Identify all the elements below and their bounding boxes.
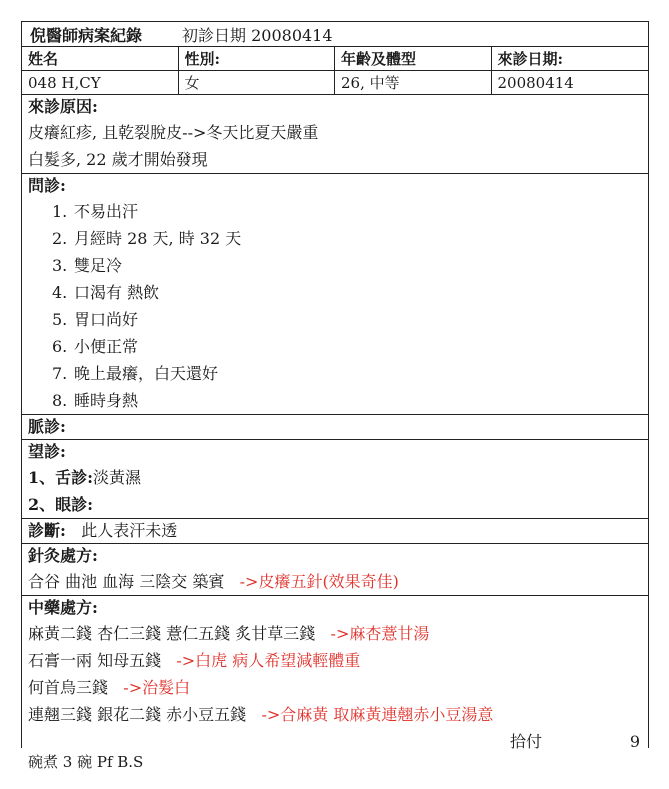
eye-line	[22, 491, 648, 518]
herbal-note: ->治髮白	[123, 678, 191, 697]
herbal-line	[22, 647, 648, 674]
diagnosis-label: 診斷:	[28, 521, 66, 540]
item-number: 7.	[52, 364, 68, 383]
payment-line	[22, 728, 648, 755]
tongue-value: 淡黃濕	[93, 468, 142, 487]
inquiry-item	[22, 333, 648, 360]
item-number: 4.	[52, 283, 68, 302]
inquiry-list	[22, 198, 648, 414]
medical-record-form	[21, 21, 649, 771]
herbs: 何首烏三錢	[28, 678, 109, 697]
pulse-label: 脈診:	[28, 417, 66, 436]
herbal-note: ->合麻黃 取麻黃連翹赤小豆湯意	[261, 705, 494, 724]
herbal-line	[22, 701, 648, 728]
first-visit-date: 初診日期 20080414	[182, 25, 333, 45]
inquiry-item	[22, 360, 648, 387]
inquiry-item	[22, 198, 648, 225]
visit-date-label: 來診日期:	[497, 50, 564, 68]
herbal-note: ->白虎 病人希望減輕體重	[176, 651, 361, 670]
item-text: 雙足冷	[74, 256, 123, 275]
age-body-value: 26, 中等	[335, 71, 492, 94]
acupuncture-note: ->皮癢五針(效果奇佳)	[239, 572, 399, 591]
sex-value: 女	[179, 71, 336, 94]
record-title: 倪醫師病案紀錄	[30, 25, 143, 45]
sex-label: 性別:	[179, 47, 336, 70]
reason-line-1: 皮癢紅疹, 且乾裂脫皮-->冬天比夏天嚴重	[28, 123, 319, 142]
item-number: 6.	[52, 337, 68, 356]
name-value: 048 H,CY	[22, 71, 179, 94]
item-text: 胃口尚好	[74, 310, 139, 329]
herbal-section	[22, 596, 648, 769]
age-body-label: 年齡及體型	[335, 47, 492, 70]
info-value-row	[22, 71, 648, 95]
item-text: 睡時身熱	[74, 391, 139, 410]
reason-label: 來診原因:	[28, 97, 98, 116]
inquiry-item	[22, 306, 648, 333]
pay-label: 拾付	[510, 732, 543, 751]
herbs: 連翹三錢 銀花二錢 赤小豆五錢	[28, 705, 247, 724]
inquiry-section	[22, 174, 648, 415]
acupuncture-line	[22, 568, 648, 595]
inquiry-item	[22, 279, 648, 306]
cut-off-line: 碗煮 3 碗 Pf B.S	[28, 753, 144, 771]
reason-section	[22, 95, 648, 174]
inquiry-label: 問診:	[28, 176, 66, 195]
item-text: 晚上最癢，白天還好	[74, 364, 219, 383]
observation-section	[22, 440, 648, 519]
reason-line-2: 白髮多, 22 歲才開始發現	[28, 150, 208, 169]
diagnosis-section	[22, 519, 648, 544]
herbal-label: 中藥處方:	[28, 598, 98, 617]
item-text: 不易出汗	[74, 202, 139, 221]
herbs: 麻黃二錢 杏仁三錢 薏仁五錢 炙甘草三錢	[28, 624, 316, 643]
observation-label: 望診:	[28, 442, 66, 461]
inquiry-item	[22, 252, 648, 279]
name-label: 姓名	[22, 47, 179, 70]
herbal-line	[22, 620, 648, 647]
item-text: 口渴有 熱飲	[74, 283, 160, 302]
diagnosis-value: 此人表汗未透	[81, 521, 178, 540]
pulse-section	[22, 415, 648, 440]
acupuncture-section	[22, 544, 648, 596]
item-number: 5.	[52, 310, 68, 329]
acupoints: 合谷 曲池 血海 三陰交 築賓	[28, 572, 225, 591]
acupuncture-label: 針灸處方:	[28, 546, 98, 565]
visit-date-value: 20080414	[497, 73, 574, 92]
eye-label: 2、眼診:	[28, 495, 94, 514]
inquiry-item	[22, 225, 648, 252]
herbal-note: ->麻杏薏甘湯	[330, 624, 430, 643]
item-number: 3.	[52, 256, 68, 275]
tongue-line	[22, 464, 648, 491]
inquiry-item	[22, 387, 648, 414]
info-label-row	[22, 47, 648, 71]
herbs: 石膏一兩 知母五錢	[28, 651, 162, 670]
item-text: 小便正常	[74, 337, 139, 356]
diagnosis-line	[22, 519, 648, 543]
pay-count: 9	[629, 732, 640, 751]
tongue-label: 1、舌診:	[28, 468, 94, 487]
item-number: 8.	[52, 391, 68, 410]
herbal-line	[22, 674, 648, 701]
item-number: 2.	[52, 229, 68, 248]
item-number: 1.	[52, 202, 68, 221]
record-header	[22, 22, 648, 47]
item-text: 月經時 28 天, 時 32 天	[74, 229, 242, 248]
